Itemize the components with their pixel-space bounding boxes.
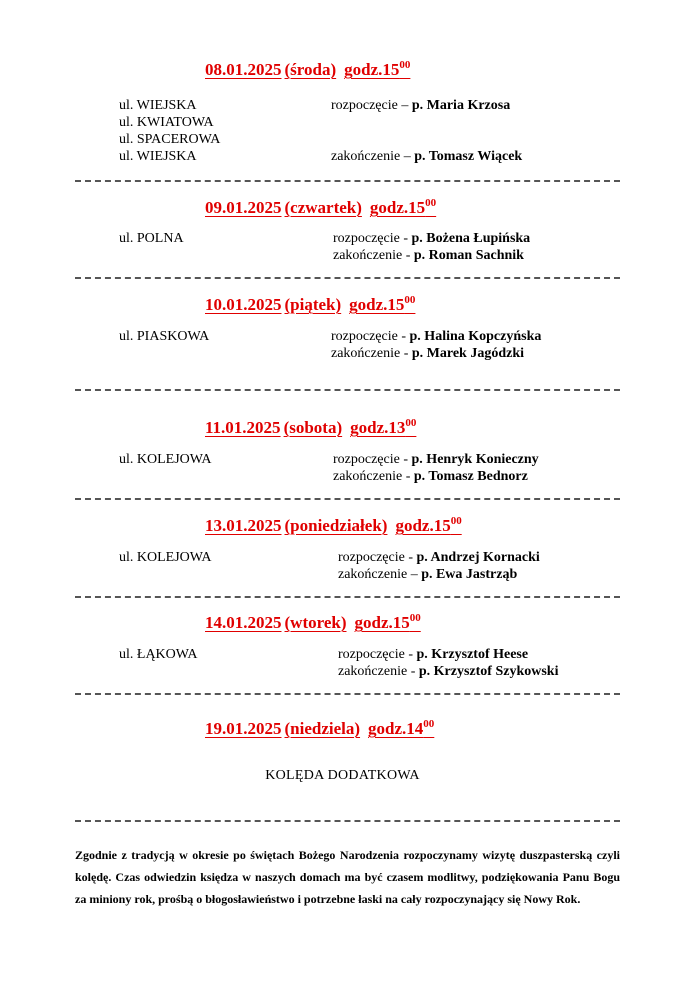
day-5-street-1: ul. KOLEJOWA: [119, 550, 212, 565]
day-4-heading: 11.01.2025 (sobota) $godz.13^{00}$: [205, 417, 417, 437]
day-4-end: zakończenie - p. Tomasz Bednorz: [333, 469, 528, 484]
day-6-end-person: p. Krzysztof Szykowski: [418, 664, 559, 679]
day-3-street-1: ul. PIASKOWA: [119, 329, 210, 344]
separator-5: [75, 596, 620, 598]
day-5-end: zakończenie – p. Ewa Jastrząb: [338, 567, 518, 582]
day-1-street-3: ul. SPACEROWA: [119, 132, 221, 147]
closing-note: Zgodnie z tradycją w okresie po świętach Bożego Narodzenia rozpoczynamy wizytę duszpasterską czyli kolędę. Czas odwiedzin księdza w naszych domach ma być czasem modlitwy, podziękowania Panu Bogu za miniony rok, prośbą o błogosławieństwo i potrzebne łaski na cały rozpoczynający się Nowy Rok.: [75, 848, 620, 906]
day-1-start-person: p. Maria Krzosa: [411, 98, 511, 113]
day-4-end-person: p. Tomasz Bednorz: [413, 469, 528, 484]
day-5-end-person: p. Ewa Jastrząb: [421, 567, 518, 582]
day-1-weekday: (środa): [284, 60, 337, 79]
day-1-date: 08.01.2025: [205, 60, 282, 79]
day-1-end: zakończenie – p. Tomasz Wiącek: [331, 149, 523, 164]
day-1-street-4: ul. WIEJSKA: [119, 149, 197, 164]
day-1-start: rozpoczęcie – p. Maria Krzosa: [331, 98, 511, 113]
separator-3: [75, 389, 620, 391]
day-5-heading: 13.01.2025 (poniedziałek) $godz.15^{00}$: [205, 515, 462, 535]
separator-6: [75, 693, 620, 695]
day-6-heading: 14.01.2025 (wtorek) $godz.15^{00}$: [205, 612, 421, 632]
day-1-end-person: p. Tomasz Wiącek: [414, 149, 523, 164]
day-3-end: zakończenie - p. Marek Jagódzki: [331, 346, 524, 361]
separator-2: [75, 277, 620, 279]
separator-4: [75, 498, 620, 500]
day-2-heading: 09.01.2025 (czwartek) $godz.15^{00}$: [205, 197, 437, 217]
day-3-start-person: p. Halina Kopczyńska: [409, 329, 542, 344]
day-7-heading: 19.01.2025 (niedziela) $godz.14^{00}$: [205, 718, 435, 738]
day-4-street-1: ul. KOLEJOWA: [119, 452, 212, 467]
day-6-end: zakończenie - p. Krzysztof Szykowski: [338, 664, 559, 679]
day-1-hour: godz.15: [344, 60, 400, 79]
day-2-end: zakończenie - p. Roman Sachnik: [333, 248, 524, 263]
day-4-start: rozpoczęcie - p. Henryk Konieczny: [333, 452, 539, 467]
day-1-heading: [205, 60, 410, 80]
day-6-start: rozpoczęcie - p. Krzysztof Heese: [338, 647, 529, 662]
extra-visit-label: KOLĘDA DODATKOWA: [265, 768, 420, 783]
day-3-start: rozpoczęcie - p. Halina Kopczyńska: [331, 329, 542, 344]
separator-1: [75, 180, 620, 182]
day-6-street-1: ul. ŁĄKOWA: [119, 647, 198, 662]
day-3-end-person: p. Marek Jagódzki: [411, 346, 524, 361]
day-1-street-2: ul. KWIATOWA: [119, 115, 214, 130]
day-2-start: rozpoczęcie - p. Bożena Łupińska: [333, 231, 531, 246]
day-4-start-person: p. Henryk Konieczny: [411, 452, 539, 467]
day-5-start: rozpoczęcie - p. Andrzej Kornacki: [338, 550, 540, 565]
day-3-heading: 10.01.2025 (piątek) $godz.15^{00}$: [205, 294, 416, 314]
day-1-street-1: ul. WIEJSKA: [119, 98, 197, 113]
day-2-start-person: p. Bożena Łupińska: [411, 231, 531, 246]
day-5-start-person: p. Andrzej Kornacki: [416, 550, 540, 565]
day-1-minutes: 00: [399, 59, 411, 71]
day-2-street-1: ul. POLNA: [119, 231, 184, 246]
separator-7: [75, 820, 620, 822]
day-6-start-person: p. Krzysztof Heese: [416, 647, 529, 662]
day-2-end-person: p. Roman Sachnik: [413, 248, 524, 263]
